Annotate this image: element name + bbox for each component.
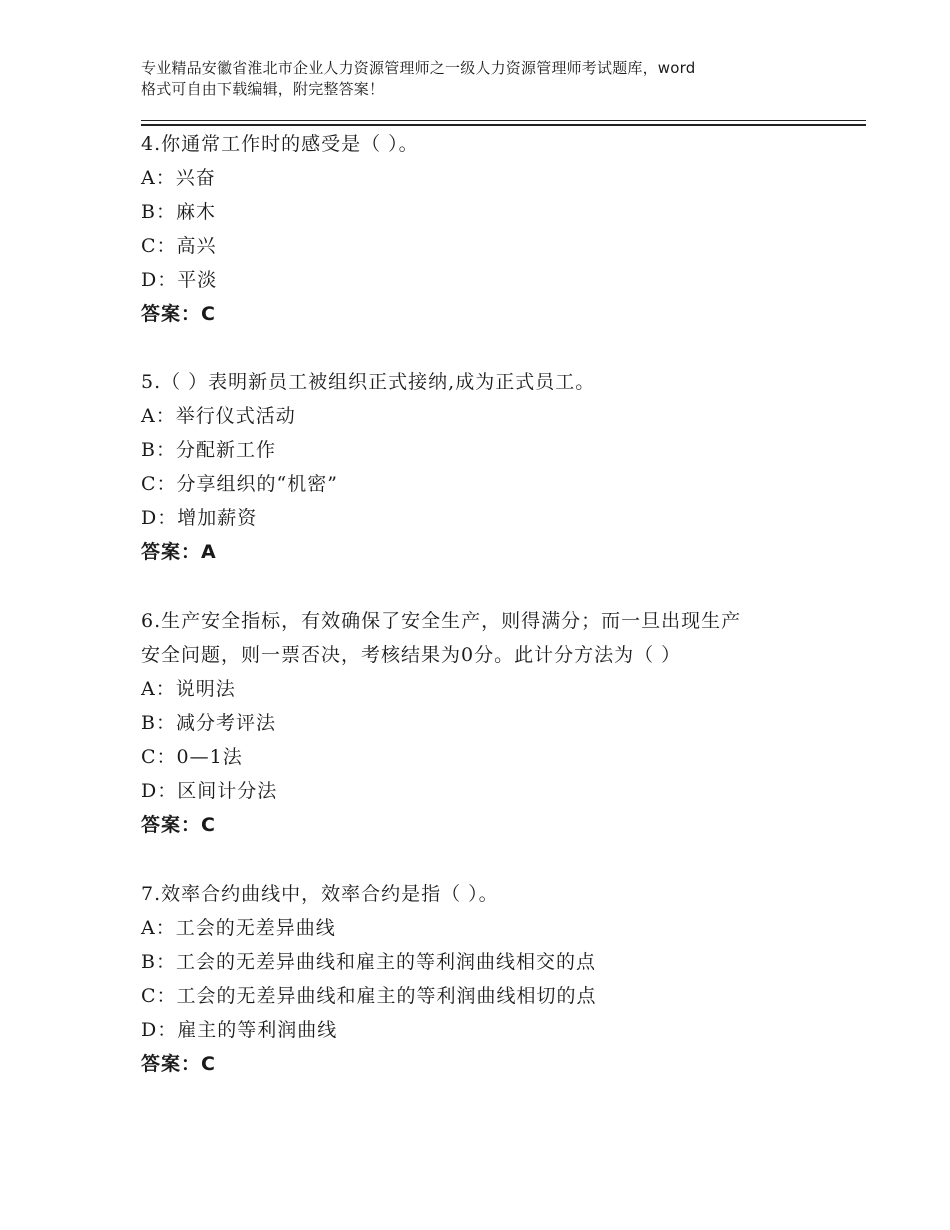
question-7 bbox=[141, 877, 841, 1081]
option-b: B：麻木 bbox=[141, 201, 216, 223]
option-d: D：平淡 bbox=[141, 269, 218, 291]
answer-label: 答案：C bbox=[141, 1053, 216, 1075]
option-c: C：0—1法 bbox=[141, 746, 243, 768]
header-divider-thick bbox=[141, 124, 866, 126]
question-stem: 5.（ ）表明新员工被组织正式接纳,成为正式员工。 bbox=[141, 371, 596, 393]
document-header bbox=[141, 58, 841, 100]
question-6 bbox=[141, 604, 841, 842]
question-stem: 7.效率合约曲线中，效率合约是指（ ）。 bbox=[141, 883, 499, 905]
answer-label: 答案：C bbox=[141, 814, 216, 836]
question-4 bbox=[141, 127, 841, 331]
question-5 bbox=[141, 365, 841, 569]
option-a: A：说明法 bbox=[141, 678, 236, 700]
option-d: D：增加薪资 bbox=[141, 507, 258, 529]
answer-label: 答案：A bbox=[141, 541, 217, 563]
option-c: C：工会的无差异曲线和雇主的等利润曲线相切的点 bbox=[141, 985, 597, 1007]
option-c: C：高兴 bbox=[141, 235, 217, 257]
option-b: B：工会的无差异曲线和雇主的等利润曲线相交的点 bbox=[141, 951, 596, 973]
header-line-2: 格式可自由下载编辑，附完整答案！ bbox=[141, 80, 385, 98]
question-stem: 4.你通常工作时的感受是（ ）。 bbox=[141, 133, 419, 155]
option-b: B：分配新工作 bbox=[141, 439, 276, 461]
option-a: A：举行仪式活动 bbox=[141, 405, 296, 427]
question-stem-line-1: 6.生产安全指标，有效确保了安全生产，则得满分；而一旦出现生产 bbox=[141, 610, 742, 632]
header-divider-thin bbox=[141, 120, 866, 121]
option-b: B：减分考评法 bbox=[141, 712, 276, 734]
header-line-1: 专业精品安徽省淮北市企业人力资源管理师之一级人力资源管理师考试题库，word bbox=[141, 59, 696, 77]
option-d: D：区间计分法 bbox=[141, 780, 278, 802]
question-stem-line-2: 安全问题，则一票否决，考核结果为0分。此计分方法为（ ） bbox=[141, 644, 682, 666]
answer-label: 答案：C bbox=[141, 303, 216, 325]
option-c: C：分享组织的“机密” bbox=[141, 473, 338, 495]
option-a: A：兴奋 bbox=[141, 167, 216, 189]
option-d: D：雇主的等利润曲线 bbox=[141, 1019, 338, 1041]
option-a: A：工会的无差异曲线 bbox=[141, 917, 336, 939]
